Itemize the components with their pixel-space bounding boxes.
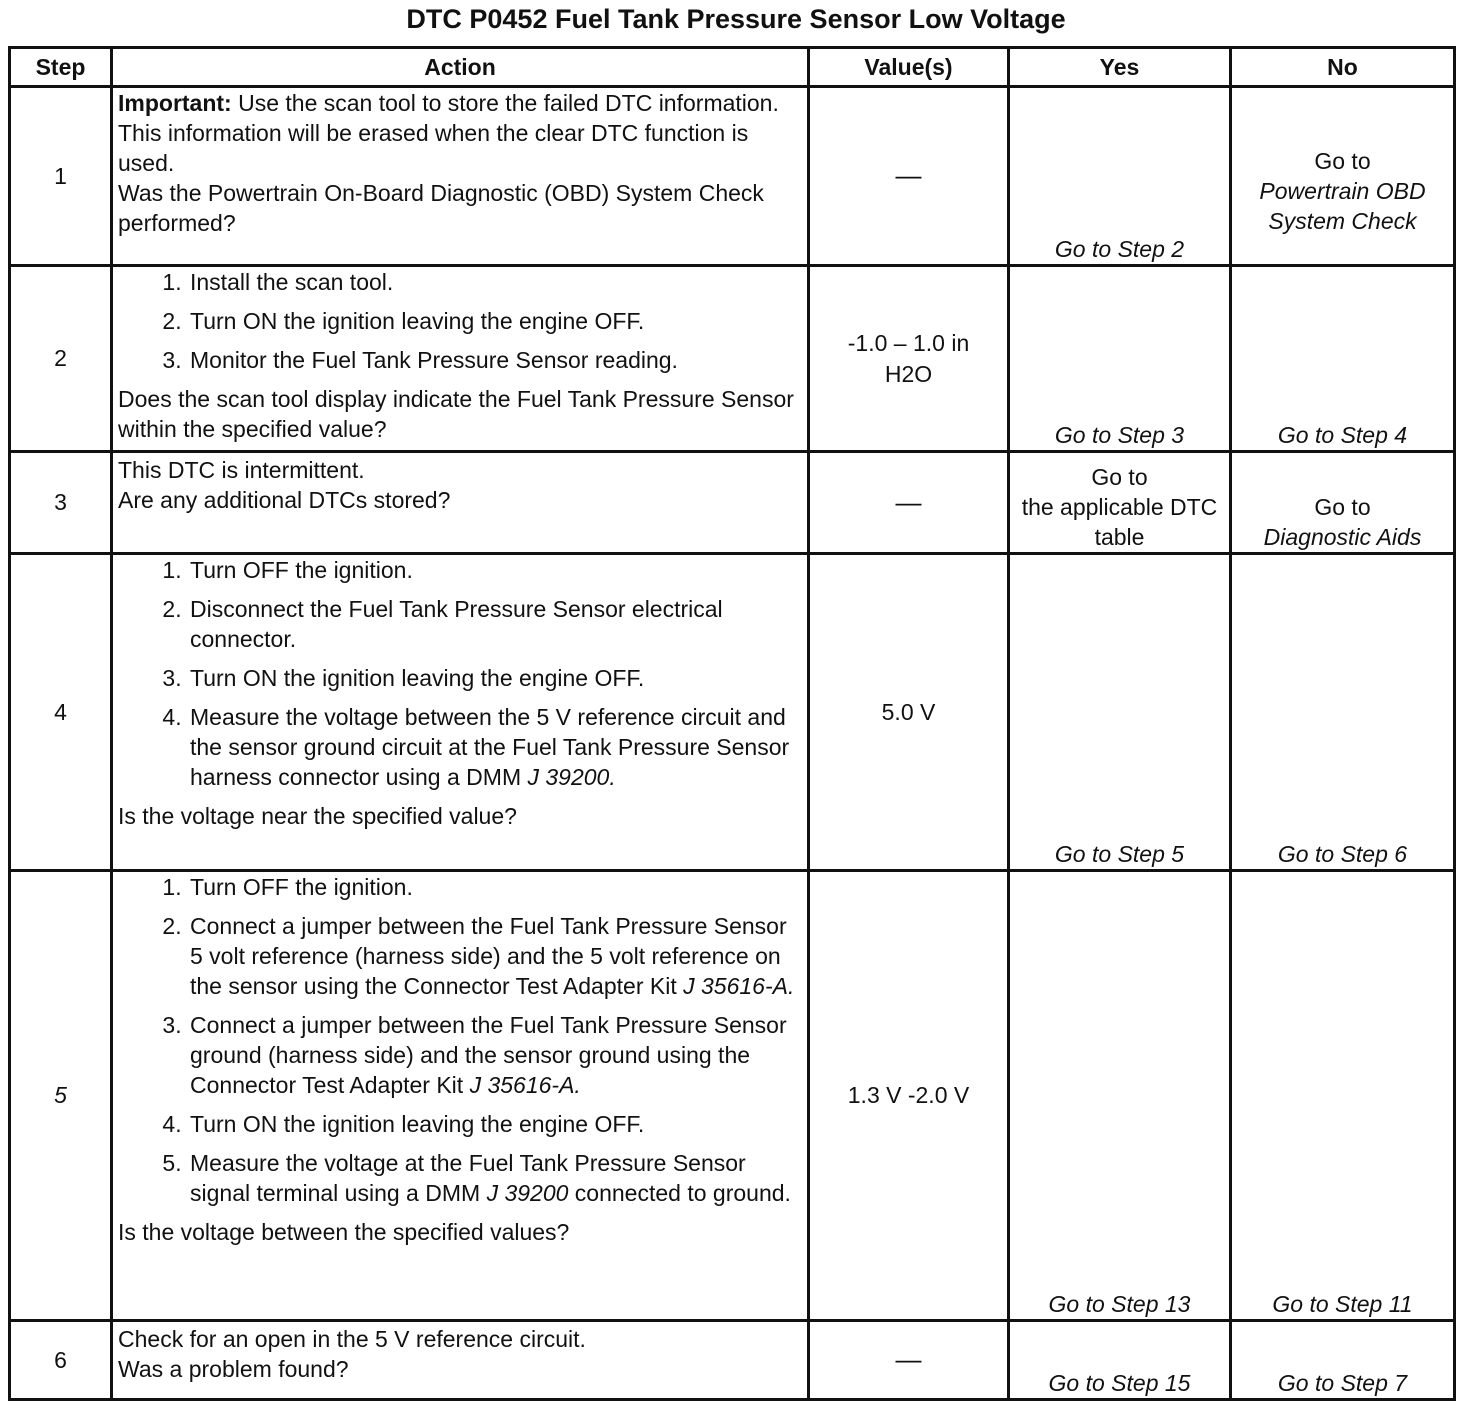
action-cell [112,871,809,1321]
value-cell [809,1321,1009,1400]
action-step-item: 1. Turn OFF the ignition. [188,555,802,585]
table-row-step-2 [10,266,1455,452]
table-row-step-4 [10,554,1455,871]
action-question: Is the voltage near the specified value? [118,803,517,829]
action-cell [112,266,809,452]
action-step-item: 2. Disconnect the Fuel Tank Pressure Sensor electrical connector. [188,594,802,654]
value-line: H2O [884,360,933,387]
important-text: Use the scan tool to store the failed DTC information. This information will be erased when the clear DTC function is used. [118,90,779,176]
header-step: Step [10,48,112,87]
yes-link[interactable]: Go to Step 13 [1009,871,1231,1321]
no-link[interactable]: Go to Step 7 [1231,1321,1455,1400]
action-cell [112,554,809,871]
no-link[interactable]: Go to Step 4 [1231,266,1455,452]
action-steps-list [118,555,802,792]
action-step-item [188,702,802,792]
tool-reference: J 35616-A. [469,1072,581,1098]
table-row-step-1 [10,87,1455,266]
no-cell [1231,87,1455,266]
action-step-item: 1. Install the scan tool. [188,267,802,297]
tool-reference: J 39200 [486,1180,569,1206]
diagnostic-table [8,46,1456,1401]
value-line: -1.0 – 1.0 in [847,329,970,356]
action-question: Does the scan tool display indicate the Fuel Tank Pressure Sensor within the specified value? [118,386,794,442]
header-action: Action [112,48,809,87]
yes-link[interactable]: Go to Step 3 [1009,266,1231,452]
step-number: 2 [10,266,112,452]
action-step-item [188,911,802,1001]
important-label: Important: [118,90,232,116]
action-cell [112,1321,809,1400]
action-text: Check for an open in the 5 V reference circuit. [118,1326,586,1352]
no-link[interactable]: Go to Step 11 [1231,871,1455,1321]
action-question: Are any additional DTCs stored? [118,487,451,513]
action-step-item: 3. Monitor the Fuel Tank Pressure Sensor reading. [188,345,802,375]
tool-reference: J 35616-A. [683,973,795,999]
no-link[interactable]: Powertrain OBD System Check [1259,178,1426,234]
value-cell: 5.0 V [809,554,1009,871]
action-question: Was a problem found? [118,1356,349,1382]
action-step-text: Measure the voltage at the Fuel Tank Pressure Sensor signal terminal using a DMM [190,1150,746,1206]
yes-link[interactable]: the applicable DTC table [1021,494,1218,550]
value-cell [809,452,1009,554]
step-number: 5 [10,871,112,1321]
table-header-row [10,48,1455,87]
action-step-text: Measure the voltage between the 5 V reference circuit and the sensor ground circuit at the Fuel Tank Pressure Sensor harness connector using a DMM [190,704,790,790]
no-cell [1231,452,1455,554]
value-dash: — [895,1344,922,1374]
action-steps-list [118,267,802,375]
yes-goto-label: Go to [1091,464,1148,490]
no-goto-label: Go to [1314,494,1371,520]
action-cell [112,87,809,266]
header-value: Value(s) [809,48,1009,87]
header-no: No [1231,48,1455,87]
action-step-item [188,1148,802,1208]
action-text: This DTC is intermittent. [118,457,365,483]
value-cell [809,266,1009,452]
value-cell [809,87,1009,266]
no-goto-label: Go to [1314,148,1371,174]
action-cell [112,452,809,554]
yes-link[interactable]: Go to Step 2 [1009,87,1231,266]
action-step-item [188,1010,802,1100]
step-number: 6 [10,1321,112,1400]
action-step-text: Connect a jumper between the Fuel Tank Pressure Sensor 5 volt reference (harness side) and the 5 volt reference on the sensor using the Connector Test Adapter Kit [190,913,787,999]
no-link[interactable]: Go to Step 6 [1231,554,1455,871]
table-row-step-3 [10,452,1455,554]
step-number: 1 [10,87,112,266]
action-step-text: connected to ground. [568,1180,791,1206]
important-note [118,88,802,178]
action-question: Was the Powertrain On-Board Diagnostic (OBD) System Check performed? [118,180,764,236]
no-link[interactable]: Diagnostic Aids [1263,524,1422,550]
action-step-text: Connect a jumper between the Fuel Tank Pressure Sensor ground (harness side) and the sensor ground using the Connector Test Adapter Kit [190,1012,787,1098]
yes-link[interactable]: Go to Step 15 [1009,1321,1231,1400]
value-dash: — [895,486,922,517]
step-number: 3 [10,452,112,554]
step-number: 4 [10,554,112,871]
table-row-step-5 [10,871,1455,1321]
header-yes: Yes [1009,48,1231,87]
action-steps-list [118,872,802,1208]
value-dash: — [895,160,922,190]
value-cell: 1.3 V -2.0 V [809,871,1009,1321]
action-step-item: 1. Turn OFF the ignition. [188,872,802,902]
action-step-item: 3. Turn ON the ignition leaving the engine OFF. [188,663,802,693]
tool-reference: J 39200. [527,764,616,790]
action-step-item: 4. Turn ON the ignition leaving the engine OFF. [188,1109,802,1139]
page-title: DTC P0452 Fuel Tank Pressure Sensor Low Voltage [406,4,1066,34]
action-step-item: 2. Turn ON the ignition leaving the engine OFF. [188,306,802,336]
yes-link[interactable]: Go to Step 5 [1009,554,1231,871]
action-question: Is the voltage between the specified values? [118,1219,570,1245]
yes-cell [1009,452,1231,554]
table-row-step-6 [10,1321,1455,1400]
